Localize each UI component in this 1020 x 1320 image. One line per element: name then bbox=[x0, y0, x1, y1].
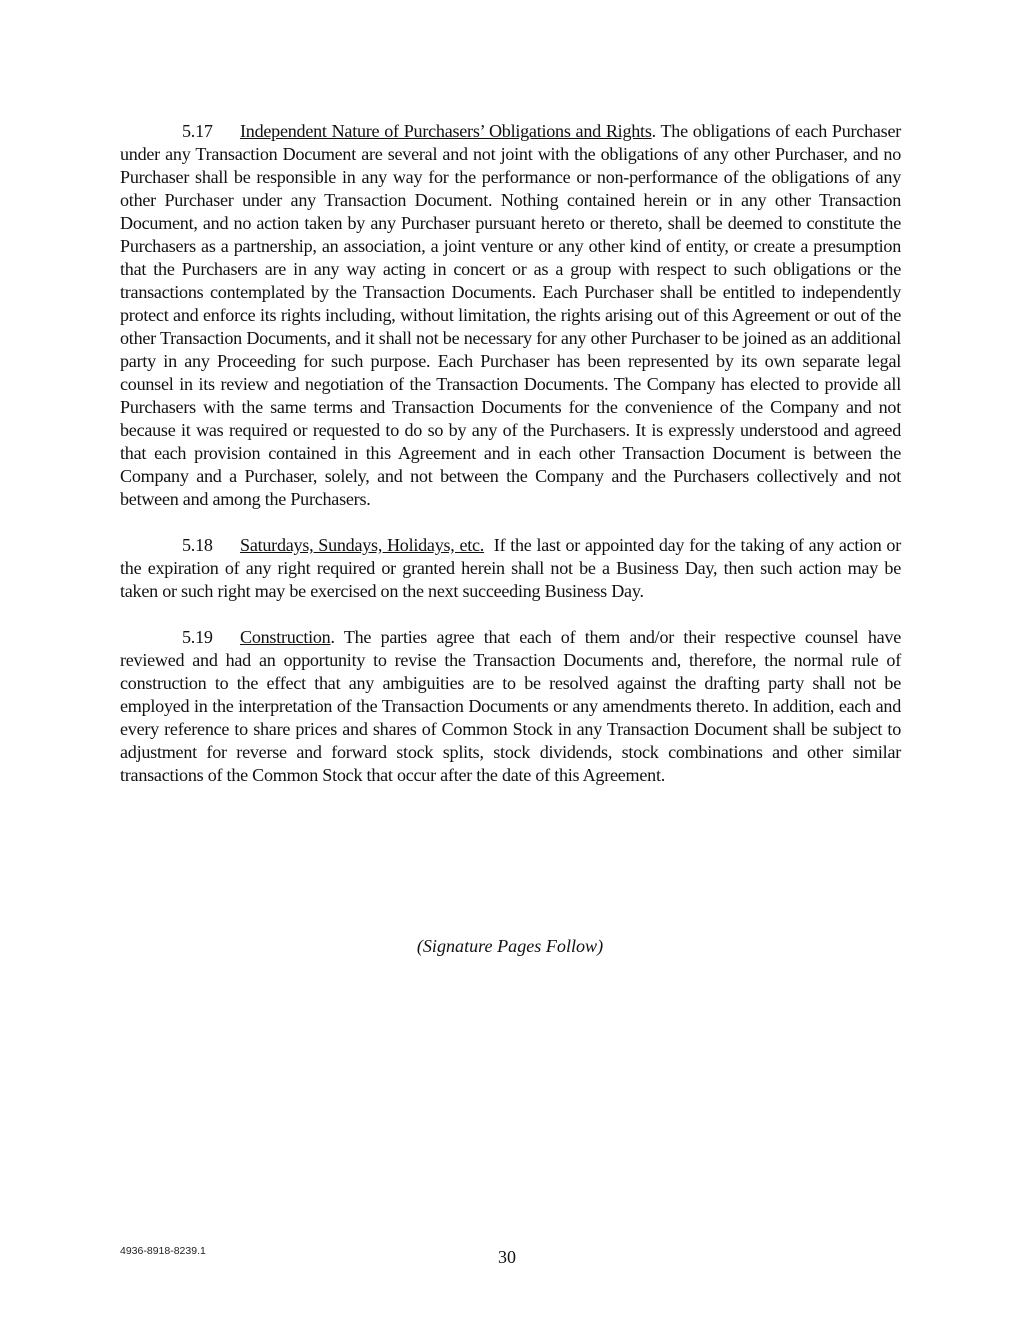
section-text: If the last or appointed day for the taking of any action or the expiration of any right required or granted herein shall not be a Business Day, then such action may be taken or such right may be exercised on the next succeeding Business Day. bbox=[120, 535, 906, 601]
section-heading: Construction bbox=[240, 627, 331, 647]
heading-suffix: . bbox=[330, 627, 335, 647]
document-body bbox=[120, 120, 906, 810]
signature-pages-note: (Signature Pages Follow) bbox=[416, 936, 604, 956]
section-5-19 bbox=[120, 626, 901, 787]
section-number: 5.18 bbox=[182, 535, 213, 555]
section-paragraph bbox=[120, 120, 901, 511]
section-text: The obligations of each Purchaser under any Transaction Document are several and not joint with the obligations of any other Purchaser, and no Purchaser shall be responsible in any way for the performance or non-performance of the obligations of any other Purchaser under any Transaction Document. Nothing contained herein or in any other Transaction Document, and no action taken by any Purchaser pursuant hereto or thereto, shall be deemed to constitute the Purchasers as a partnership, an association, a joint venture or any other kind of entity, or create a presumption that the Purchasers are in any way acting in concert or as a group with respect to such obligations or the transactions contemplated by the Transaction Documents. Each Purchaser shall be entitled to independently protect and enforce its rights including, without limitation, the rights arising out of this Agreement or out of the other Transaction Documents, and it shall not be necessary for any other Purchaser to be joined as an additional party in any Proceeding for such purpose. Each Purchaser has been represented by its own separate legal counsel in its review and negotiation of the Transaction Documents. The Company has elected to provide all Purchasers with the same terms and Transaction Documents for the convenience of the Company and not because it was required or requested to do so by any of the Purchasers. It is expressly understood and agreed that each provision contained in this Agreement and in each other Transaction Document is between the Company and a Purchaser, solely, and not between the Company and the Purchasers collectively and not between and among the Purchasers. bbox=[120, 121, 901, 509]
section-number: 5.17 bbox=[182, 121, 213, 141]
section-paragraph bbox=[120, 534, 906, 603]
page-number: 30 bbox=[498, 1247, 516, 1267]
section-5-18 bbox=[120, 534, 906, 603]
section-heading: Saturdays, Sundays, Holidays, etc. bbox=[240, 535, 485, 555]
section-text: The parties agree that each of them and/or their respective counsel have reviewed and had an opportunity to revise the Transaction Documents and, therefore, the normal rule of construction to the effect that any ambiguities are to be resolved against the drafting party shall not be employed in the interpretation of the Transaction Documents or any amendments thereto. In addition, each and every reference to share prices and shares of Common Stock in any Transaction Document shall be subject to adjustment for reverse and forward stock splits, stock dividends, stock combinations and other similar transactions of the Common Stock that occur after the date of this Agreement. bbox=[120, 627, 901, 785]
section-number: 5.19 bbox=[182, 627, 213, 647]
document-id: 4936-8918-8239.1 bbox=[120, 1245, 206, 1257]
section-paragraph bbox=[120, 626, 901, 787]
heading-suffix: . bbox=[651, 121, 656, 141]
section-5-17 bbox=[120, 120, 901, 511]
section-heading: Independent Nature of Purchasers’ Obligations and Rights bbox=[240, 121, 652, 141]
